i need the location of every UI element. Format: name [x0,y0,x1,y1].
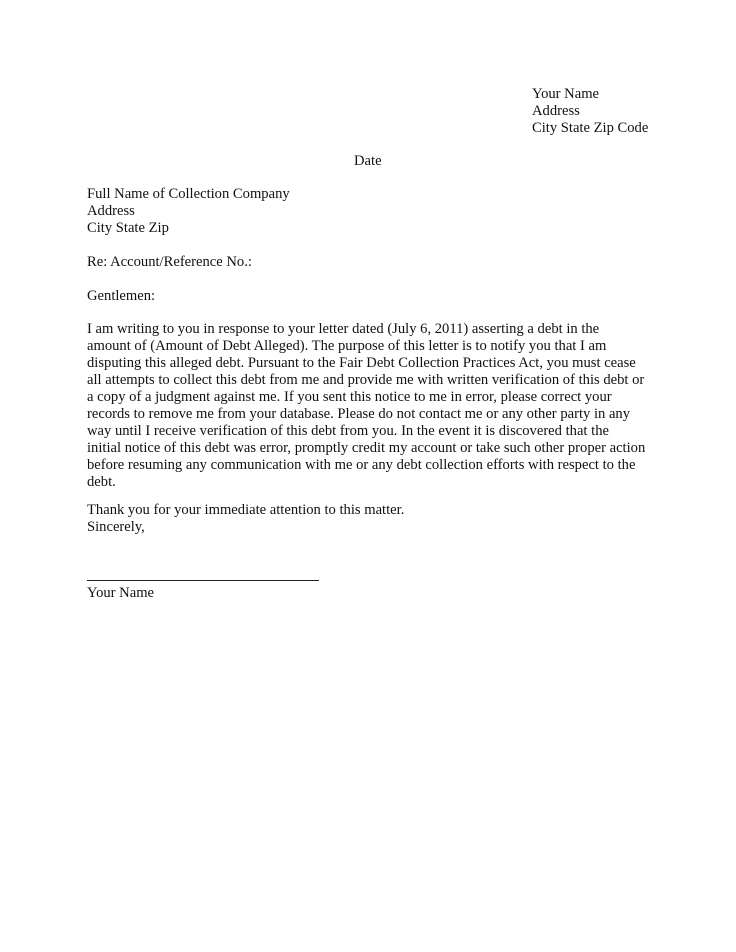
closing-thanks: Thank you for your immediate attention to this matter. [87,502,405,518]
closing-block [87,502,404,536]
recipient-city-state-zip: City State Zip [87,220,169,236]
sender-name: Your Name [532,86,600,102]
sender-city-state-zip: City State Zip Code [532,120,649,136]
signature-name: Your Name [87,585,155,601]
signature-line [87,580,319,581]
body-line: amount of (Amount of Debt Alleged). The purpose of this letter is to notify you that I am [87,338,607,354]
closing-sign-off: Sincerely, [87,519,145,535]
sender-address: Address [532,103,580,119]
letter-date: Date [354,153,382,169]
sender-block [532,86,648,137]
body-line: way until I receive verification of this debt from you. In the event it is discovered that the [87,423,609,439]
body-line: I am writing to you in response to your letter dated (July 6, 2011) asserting a debt in the [87,321,600,337]
body-line: all attempts to collect this debt from me and provide me with written verification of this debt or [87,372,645,388]
body-line: disputing this alleged debt. Pursuant to the Fair Debt Collection Practices Act, you must cease [87,355,636,371]
body-line: before resuming any communication with me or any debt collection efforts with respect to the [87,457,636,473]
letter-body [87,321,647,491]
body-line: initial notice of this debt was error, promptly credit my account or take such other proper action [87,440,646,456]
salutation: Gentlemen: [87,288,156,304]
body-line: a copy of a judgment against me. If you sent this notice to me in error, please correct your [87,389,612,405]
recipient-address: Address [87,203,135,219]
body-line: debt. [87,474,116,490]
body-line: records to remove me from your database. Please do not contact me or any other party in any [87,406,631,422]
reference-line: Re: Account/Reference No.: [87,254,252,270]
recipient-block [87,186,290,237]
recipient-company: Full Name of Collection Company [87,186,290,202]
